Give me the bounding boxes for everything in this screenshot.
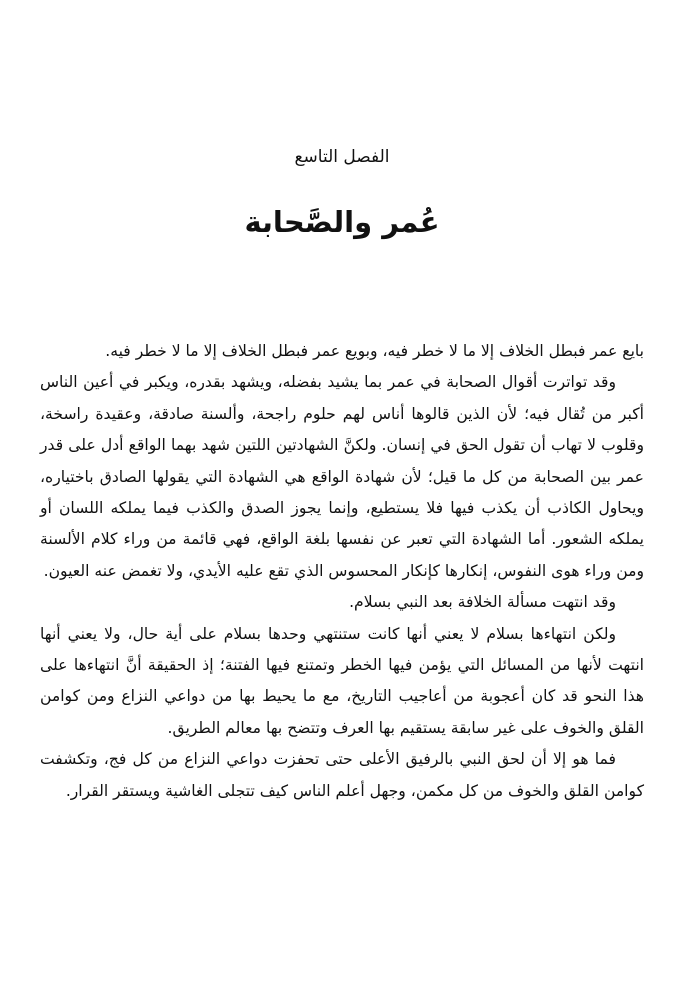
paragraph-5: فما هو إلا أن لحق النبي بالرفيق الأعلى حتى تحفزت دواعي النزاع من كل فج، وتكشفت كوامن القلق والخوف من كل مكمن، وجهل أعلم الناس كيف تتجلى الغاشية ويستقر القرار.: [40, 750, 644, 800]
chapter-title: عُمر والصَّحابة: [244, 205, 440, 239]
paragraph-1: بايع عمر فبطل الخلاف إلا ما لا خطر فيه، وبويع عمر فبطل الخلاف إلا ما لا خطر فيه.: [105, 342, 644, 360]
paragraph-4: ولكن انتهاءها بسلام لا يعني أنها كانت ستنتهي وحدها بسلام على أية حال، ولا يعني أنها انتهت لأنها من المسائل التي يؤمن فيها الخطر وتمتنع فيها الفتنة؛ إذ الحقيقة أنَّ انتهاءها على هذا النحو قد كان أعجوبة من أعاجيب التاريخ، مع ما يحيط بها من دواعي النزاع ومن كوامن القلق والخوف على غير سابقة يستقيم بها العرف وتتضح بها معالم الطريق.: [40, 624, 644, 737]
paragraph-2: وقد تواترت أقوال الصحابة في عمر بما يشيد بفضله، ويشهد بقدره، ويكبر في أعين الناس أكبر من تُقال فيه؛ لأن الذين قالوها أناس لهم حلوم راجحة، وألسنة صادقة، وعقيدة راسخة، وقلوب لا تهاب أن تقول الحق في إنسان. ولكنَّ الشهادتين اللتين شهد بهما الواقع أدل على قدر عمر بين الصحابة من كل ما قيل؛ لأن شهادة الواقع هي الشهادة التي يقولها الصادق باختياره، ويحاول الكاذب أن يكذب فيها فلا يستطيع، وإنما يجوز الصدق والكذب فيما يملكه اللسان أو يملكه الشعور. أما الشهادة التي تعبر عن نفسها بلغة الواقع، فهي قائمة من وراء كلام الألسنة ومن وراء هوى النفوس، إنكارها كإنكار المحسوس الذي تقع عليه الأيدي، ولا تغمض عنه العيون.: [40, 373, 644, 580]
paragraph-3: وقد انتهت مسألة الخلافة بعد النبي بسلام.: [349, 593, 616, 612]
chapter-body: [40, 336, 644, 807]
chapter-number: الفصل التاسع: [294, 147, 390, 167]
